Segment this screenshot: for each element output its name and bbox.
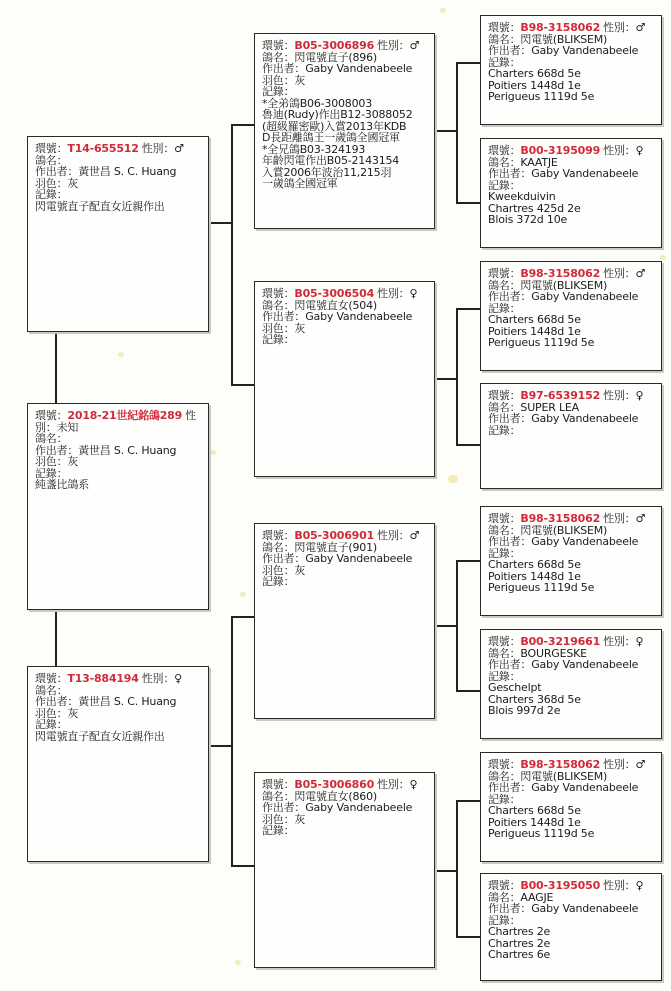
- connector-line: [456, 202, 480, 204]
- ring-label: 環號：: [262, 529, 295, 542]
- ring-number: B05-3006901: [294, 529, 375, 542]
- paper-speck: [235, 960, 241, 965]
- paper-speck: [118, 352, 124, 357]
- breeder-value: Gaby Vandenabeele: [305, 552, 413, 565]
- name-label: 鴿名：: [262, 50, 295, 64]
- ring-label: 環號：: [35, 672, 68, 685]
- record-label: 記錄：: [488, 55, 521, 69]
- record-label: 記錄：: [262, 85, 295, 98]
- breeder-label: 作出者：: [488, 167, 532, 180]
- note-line: 入賞2006年波治11,215羽: [262, 165, 392, 179]
- breeder-label: 作出者：: [262, 801, 306, 814]
- record-line: [488, 425, 655, 437]
- note-line: Blois 372d 10e: [488, 213, 568, 226]
- name-label: 鴿名：: [488, 155, 521, 169]
- dam-sire-dam-card: [480, 629, 662, 739]
- note-line: Chartres 6e: [488, 948, 551, 961]
- record-line: [262, 334, 428, 346]
- name-value: 閃電號(BLIKSEM): [520, 278, 608, 292]
- connector-line: [208, 745, 232, 747]
- ring-number: B98-3158062: [520, 758, 601, 771]
- connector-line: [435, 625, 457, 627]
- record-line: [262, 825, 428, 837]
- sex-value: ♂: [635, 267, 646, 280]
- ring-label: 環號：: [488, 389, 521, 402]
- dam-dam-dam-card: [480, 873, 662, 981]
- breeder-label: 作出者：: [35, 443, 79, 457]
- color-value: 灰: [294, 73, 306, 87]
- connector-line: [456, 62, 458, 204]
- note-line: Perigueus 1119d 5e: [488, 827, 595, 840]
- note-line: Poitiers 1448d 1e: [488, 324, 581, 338]
- breeder-value: Gaby Vandenabeele: [305, 310, 413, 323]
- breeder-value: Gaby Vandenabeele: [531, 781, 639, 794]
- breeder-label: 作出者：: [35, 695, 79, 708]
- sex-value: ♀: [635, 879, 644, 892]
- ring-label: 環號：: [488, 512, 521, 525]
- sire-dam-card: [254, 281, 435, 477]
- connector-line: [231, 616, 233, 867]
- name-value: SUPER LEA: [520, 400, 579, 414]
- connector-line: [456, 690, 480, 692]
- record-label: 記錄：: [488, 913, 521, 927]
- record-label: 記錄：: [35, 188, 68, 201]
- ring-label: 環號：: [488, 879, 521, 892]
- connector-line: [231, 124, 233, 386]
- breeder-value: 黃世昌 S. C. Huang: [78, 695, 177, 708]
- name-label: 鴿名：: [488, 32, 521, 46]
- connector-line: [55, 608, 57, 666]
- dam-sire-sire-card: [480, 506, 662, 616]
- note-line: Blois 997d 2e: [488, 704, 561, 717]
- connector-line: [456, 800, 480, 802]
- color-label: 羽色：: [262, 73, 295, 87]
- name-value: 閃電號直子(901): [294, 540, 377, 554]
- color-value: 灰: [294, 563, 306, 577]
- note-line: 年齡閃電作出B05-2143154: [262, 154, 400, 167]
- sex-value: ♂: [635, 758, 646, 771]
- breeder-label: 作出者：: [488, 781, 532, 794]
- connector-line: [435, 870, 457, 872]
- note-line: Chartres 425d 2e: [488, 201, 581, 215]
- color-label: 羽色：: [262, 563, 295, 577]
- sex-label: 性別：: [603, 144, 636, 157]
- record-label: 記錄：: [262, 824, 295, 837]
- color-label: 羽色：: [35, 455, 68, 468]
- ring-line: [35, 410, 202, 422]
- sex-label: 性別：: [377, 778, 410, 791]
- sex-label: 性別：: [603, 21, 636, 34]
- note-line: 閃電號直子配直女近親作出: [35, 199, 165, 213]
- name-label: 鴿名：: [488, 278, 521, 292]
- ring-number: B05-3006896: [294, 39, 375, 52]
- name-value: 閃電號直女(504): [294, 298, 377, 312]
- name-value: 閃電號(BLIKSEM): [520, 769, 608, 783]
- record-line: [35, 189, 202, 201]
- record-label: 記錄：: [488, 178, 521, 192]
- note-line: Charters 368d 5e: [488, 692, 581, 706]
- breeder-label: 作出者：: [488, 658, 532, 671]
- pigeon-card: [27, 403, 209, 610]
- name-value: 閃電號(BLIKSEM): [520, 523, 608, 537]
- dam-dam-sire-card: [480, 752, 662, 862]
- name-value: 閃電號(BLIKSEM): [520, 32, 608, 46]
- ring-number: T14-655512: [67, 142, 139, 155]
- dam-sire-card: [254, 523, 435, 719]
- note-line: *全兄鴿B03-324193: [262, 142, 366, 156]
- sex-label: 性別：: [603, 758, 636, 771]
- sex-value: 別：未知: [35, 420, 79, 434]
- paper-speck: [448, 475, 458, 483]
- breeder-value: Gaby Vandenabeele: [531, 290, 639, 303]
- name-value: 閃電號直女(860): [294, 789, 377, 803]
- connector-line: [456, 560, 480, 562]
- note-line: Poitiers 1448d 1e: [488, 78, 581, 92]
- ring-label: 環號：: [262, 778, 295, 791]
- ring-number: 2018-21世紀銘鴿289: [67, 409, 183, 422]
- color-value: 灰: [67, 455, 79, 468]
- sire-sire-sire-card: [480, 15, 662, 125]
- name-label: 鴿名：: [35, 153, 68, 167]
- record-label: 記錄：: [488, 423, 521, 437]
- breeder-label: 作出者：: [262, 552, 306, 565]
- breeder-value: Gaby Vandenabeele: [531, 902, 639, 915]
- note-line: Geschelpt: [488, 681, 542, 694]
- color-label: 羽色：: [262, 812, 295, 826]
- ring-number: B00-3195099: [520, 144, 601, 157]
- breeder-value: Gaby Vandenabeele: [531, 44, 639, 57]
- breeder-label: 作出者：: [488, 902, 532, 915]
- ring-number: B97-6539152: [520, 389, 601, 402]
- sex-value: ♀: [409, 287, 418, 300]
- ring-label: 環號：: [488, 144, 521, 157]
- connector-line: [231, 124, 255, 126]
- connector-line: [435, 378, 457, 380]
- sex-label: 性別：: [603, 512, 636, 525]
- sex-value: ♂: [635, 512, 646, 525]
- connector-line: [435, 130, 457, 132]
- breeder-label: 作出者：: [262, 62, 306, 75]
- sire-dam-dam-card: [480, 383, 662, 489]
- ring-label: 環號：: [488, 21, 521, 34]
- ring-label: 環號：: [35, 409, 68, 422]
- note-line: 閃電號直子配直女近親作出: [35, 729, 165, 743]
- color-value: 灰: [67, 706, 79, 720]
- color-label: 羽色：: [35, 176, 68, 190]
- ring-number: B98-3158062: [520, 21, 601, 34]
- color-value: 灰: [294, 321, 306, 335]
- name-label: 鴿名：: [262, 789, 295, 803]
- breeder-label: 作出者：: [488, 412, 532, 425]
- connector-line: [231, 384, 255, 386]
- note-line: Charters 668d 5e: [488, 804, 581, 817]
- breeder-value: Gaby Vandenabeele: [531, 412, 639, 425]
- breeder-label: 作出者：: [35, 165, 79, 178]
- breeder-label: 作出者：: [262, 310, 306, 323]
- sex-label: 性別：: [603, 267, 636, 280]
- ring-label: 環號：: [488, 267, 521, 280]
- breeder-value: Gaby Vandenabeele: [305, 801, 413, 814]
- breeder-label: 作出者：: [488, 535, 532, 548]
- note-line: Poitiers 1448d 1e: [488, 815, 581, 829]
- note-line: D長距離鴿王一歲鴿全國冠軍: [262, 131, 400, 144]
- note-line: 魯迪(Rudy)作出B12-3088052: [262, 108, 413, 121]
- sex-label: 性別：: [377, 529, 410, 542]
- sex-label: 性別：: [603, 635, 636, 648]
- sex-label: 性別：: [141, 142, 175, 155]
- color-value: 灰: [67, 176, 79, 190]
- breeder-value: 黃世昌 S. C. Huang: [78, 165, 177, 178]
- note-line: Perigueus 1119d 5e: [488, 336, 595, 349]
- ring-number: B98-3158062: [520, 267, 601, 280]
- ring-number: B05-3006504: [294, 287, 375, 300]
- paper-speck: [660, 255, 666, 260]
- note-line: Kweekduivin: [488, 190, 556, 203]
- breeder-label: 作出者：: [488, 290, 532, 303]
- name-label: 鴿名：: [488, 890, 521, 904]
- name-label: 鴿名：: [488, 400, 521, 414]
- name-label: 鴿名：: [488, 769, 521, 783]
- name-label: 鴿名：: [488, 646, 521, 660]
- ring-number: B05-3006860: [294, 778, 375, 791]
- note-line: (超級羅密歐)入賞2013年KDB: [262, 119, 407, 133]
- sex-value: ♀: [174, 672, 182, 685]
- breeder-value: Gaby Vandenabeele: [305, 62, 413, 75]
- connector-line: [456, 560, 458, 692]
- ring-label: 環號：: [35, 142, 68, 155]
- paper-speck: [240, 592, 246, 597]
- name-label: 鴿名：: [262, 298, 295, 312]
- paper-speck: [210, 450, 216, 455]
- record-label: 記錄：: [488, 546, 521, 560]
- name-value: 閃電號直子(896): [294, 50, 377, 64]
- note-line: 一歲鴿全國冠軍: [262, 177, 338, 190]
- color-label: 羽色：: [35, 706, 68, 720]
- ring-number: B00-3195050: [520, 879, 601, 892]
- connector-line: [55, 332, 57, 404]
- sex-value: ♂: [635, 21, 646, 34]
- paper-speck: [440, 8, 446, 13]
- ring-number: B98-3158062: [520, 512, 601, 525]
- note-line: Poitiers 1448d 1e: [488, 569, 581, 583]
- ring-label: 環號：: [488, 758, 521, 771]
- note-line: Perigueus 1119d 5e: [488, 90, 595, 103]
- breeder-label: 作出者：: [488, 44, 532, 57]
- ring-number: B00-3219661: [520, 635, 601, 648]
- ring-number: T13-884194: [67, 672, 139, 685]
- note-line: Chartres 2e: [488, 936, 551, 950]
- name-value: AAGJE: [520, 890, 554, 904]
- record-label: 記錄：: [488, 301, 521, 315]
- connector-line: [208, 222, 232, 224]
- name-label: 鴿名：: [35, 683, 68, 697]
- sex-label: 性別：: [603, 879, 636, 892]
- dam-dam-card: [254, 772, 435, 968]
- breeder-value: Gaby Vandenabeele: [531, 167, 639, 180]
- record-line: [262, 576, 428, 588]
- sire-sire-card: [254, 33, 435, 229]
- record-label: 記錄：: [35, 466, 68, 480]
- sex-value: ♂: [409, 39, 420, 52]
- ring-label: 環號：: [262, 39, 295, 52]
- color-value: 灰: [294, 812, 306, 826]
- record-label: 記錄：: [262, 333, 295, 346]
- note-line: *全弟鴿B06-3008003: [262, 96, 373, 110]
- name-value: BOURGESKE: [520, 646, 587, 660]
- note-line: Perigueus 1119d 5e: [488, 581, 595, 594]
- sex-value: ♂: [174, 142, 184, 155]
- connector-line: [231, 865, 255, 867]
- note-line: Charters 668d 5e: [488, 67, 581, 80]
- record-line: [35, 719, 202, 731]
- note-line: Charters 668d 5e: [488, 313, 581, 326]
- sex-value: ♀: [635, 144, 644, 157]
- record-label: 記錄：: [488, 669, 521, 683]
- record-label: 記錄：: [262, 575, 295, 588]
- note-line: 純盞比鴿系: [35, 478, 89, 491]
- connector-line: [456, 308, 458, 446]
- ring-label: 環號：: [262, 287, 295, 300]
- name-value: KAATJE: [520, 155, 558, 169]
- sex-label: 性: [185, 409, 196, 422]
- connector-line: [456, 308, 480, 310]
- connector-line: [456, 62, 480, 64]
- breeder-value: Gaby Vandenabeele: [531, 535, 639, 548]
- connector-line: [456, 936, 480, 938]
- dam-card: [27, 666, 209, 862]
- note-line: Chartres 2e: [488, 925, 551, 938]
- sex-label: 性別：: [377, 39, 410, 52]
- color-label: 羽色：: [262, 321, 295, 335]
- record-line: [262, 86, 428, 98]
- breeder-value: 黃世昌 S. C. Huang: [78, 443, 177, 457]
- sex-label: 性別：: [377, 287, 410, 300]
- ring-label: 環號：: [488, 635, 521, 648]
- sex-value: ♀: [635, 389, 644, 402]
- note-line: Charters 668d 5e: [488, 558, 581, 571]
- sire-sire-dam-card: [480, 138, 662, 248]
- sire-card: [27, 136, 209, 332]
- connector-line: [456, 800, 458, 938]
- sex-value: ♂: [409, 529, 420, 542]
- breeder-value: Gaby Vandenabeele: [531, 658, 639, 671]
- connector-line: [456, 444, 480, 446]
- name-label: 鴿名：: [262, 540, 295, 554]
- sex-label: 性別：: [603, 389, 636, 402]
- record-label: 記錄：: [488, 792, 521, 806]
- record-label: 記錄：: [35, 718, 68, 731]
- name-label: 鴿名：: [488, 523, 521, 537]
- connector-line: [231, 616, 255, 618]
- sex-value: ♀: [409, 778, 418, 791]
- sire-dam-sire-card: [480, 261, 662, 371]
- sex-label: 性別：: [141, 672, 175, 685]
- name-label: 鴿名：: [35, 432, 68, 445]
- sex-value: ♀: [635, 635, 644, 648]
